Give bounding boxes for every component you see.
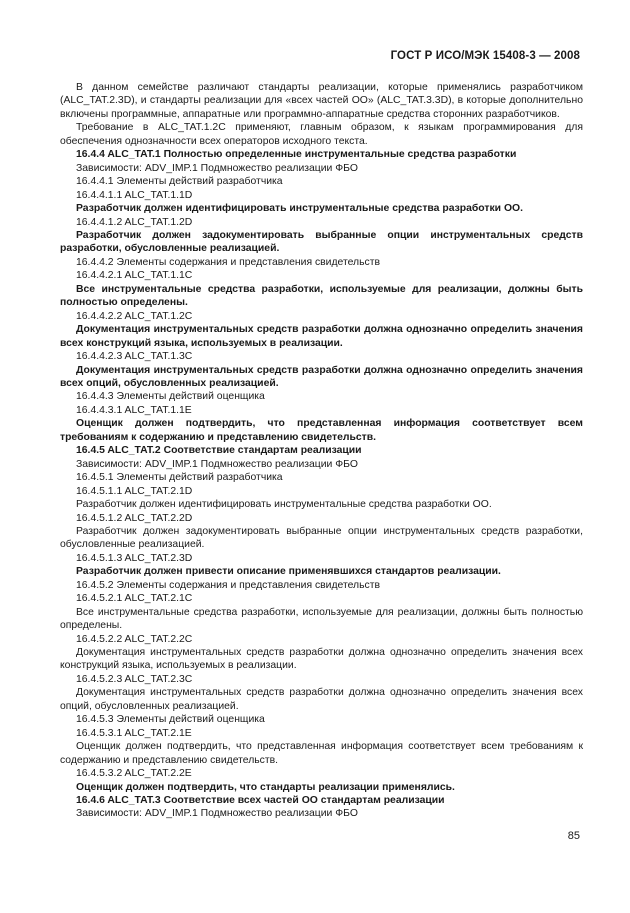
- document-header: ГОСТ Р ИСО/МЭК 15408-3 — 2008: [390, 50, 580, 62]
- paragraph: В данном семействе различают стандарты реализации, которые применялись разработчиком (ALC_TAT.2.3D), и стандарты реализации для «всех частей ОО» (ALC_TAT.3.3D), в которые дополнительно включены программные, аппаратные или программно-аппаратные средства сторонних разработчиков.: [60, 82, 583, 120]
- paragraph: 16.4.4.2.3 ALC_TAT.1.3C: [76, 351, 193, 363]
- paragraph: Все инструментальные средства разработки, используемые для реализации, должны быть полностью определены.: [60, 606, 583, 632]
- paragraph: Документация инструментальных средств разработки должна однозначно определить значения всех опций, обусловленных реализацией.: [60, 687, 583, 712]
- paragraph: Зависимости: ADV_IMP.1 Подмножество реализации ФБО: [76, 162, 358, 174]
- paragraph: Разработчик должен задокументировать выбранные опции инструментальных средств разработки, обусловленные реализацией.: [60, 525, 583, 551]
- paragraph: Документация инструментальных средств разработки должна однозначно определить значения всех конструкций языка, используемых в реализации.: [60, 647, 583, 672]
- paragraph: Оценщик должен подтвердить, что представленная информация соответствует всем требованиям к содержанию и представлению свидетельств.: [60, 741, 583, 766]
- paragraph: 16.4.5.3 Элементы действий оценщика: [76, 714, 265, 726]
- paragraph: 16.4.5.3.2 ALC_TAT.2.2E: [76, 768, 192, 780]
- paragraph: 16.4.4.2.2 ALC_TAT.1.2C: [76, 310, 193, 322]
- paragraph: 16.4.4.1.1 ALC_TAT.1.1D: [76, 189, 193, 201]
- page-number: 85: [567, 830, 580, 842]
- paragraph: 16.4.5.1 Элементы действий разработчика: [76, 472, 283, 484]
- paragraph: 16.4.5.1.1 ALC_TAT.2.1D: [76, 485, 193, 497]
- paragraph: 16.4.5.1.2 ALC_TAT.2.2D: [76, 512, 193, 524]
- paragraph: 16.4.5.2.2 ALC_TAT.2.2C: [76, 633, 193, 645]
- paragraph: Разработчик должен идентифицировать инструментальные средства разработки ОО.: [76, 499, 492, 511]
- paragraph: 16.4.4.1.2 ALC_TAT.1.2D: [76, 216, 193, 228]
- document-body: [60, 81, 583, 821]
- requirement-text: Все инструментальные средства разработки, используемые для реализации, должны быть полностью определены.: [60, 283, 583, 309]
- section-heading: 16.4.6 ALC_TAT.3 Соответствие всех частей ОО стандартам реализации: [76, 795, 445, 807]
- section-heading: 16.4.5 ALC_TAT.2 Соответствие стандартам реализации: [76, 445, 362, 457]
- requirement-text: Документация инструментальных средств разработки должна однозначно определить значения всех опций, обусловленных реализацией.: [60, 364, 583, 389]
- paragraph: 16.4.5.2.1 ALC_TAT.2.1C: [76, 593, 193, 605]
- paragraph: Зависимости: ADV_IMP.1 Подмножество реализации ФБО: [76, 458, 358, 470]
- requirement-text: Разработчик должен задокументировать выбранные опции инструментальных средств разработки, обусловленные реализацией.: [60, 229, 583, 255]
- paragraph: 16.4.4.1 Элементы действий разработчика: [76, 176, 283, 188]
- section-heading: 16.4.4 ALC_TAT.1 Полностью определенные инструментальные средства разработки: [76, 149, 517, 161]
- paragraph: 16.4.4.2 Элементы содержания и представления свидетельств: [76, 256, 380, 268]
- paragraph: 16.4.5.1.3 ALC_TAT.2.3D: [76, 552, 193, 564]
- paragraph: 16.4.4.2.1 ALC_TAT.1.1C: [76, 270, 193, 282]
- paragraph: 16.4.5.3.1 ALC_TAT.2.1E: [76, 727, 192, 739]
- paragraph: 16.4.5.2.3 ALC_TAT.2.3C: [76, 673, 193, 685]
- paragraph: 16.4.5.2 Элементы содержания и представления свидетельств: [76, 579, 380, 591]
- paragraph: Зависимости: ADV_IMP.1 Подмножество реализации ФБО: [76, 808, 358, 820]
- paragraph: Требование в ALC_TAT.1.2C применяют, главным образом, к языкам программирования для обеспечения однозначности всех операторов исходного текста.: [60, 122, 583, 147]
- requirement-text: Разработчик должен идентифицировать инструментальные средства разработки ОО.: [76, 203, 524, 215]
- paragraph: 16.4.4.3.1 ALC_TAT.1.1E: [76, 404, 192, 416]
- requirement-text: Оценщик должен подтвердить, что представленная информация соответствует всем требованиям к содержанию и представлению свидетельств.: [60, 418, 583, 443]
- paragraph: 16.4.4.3 Элементы действий оценщика: [76, 391, 265, 403]
- requirement-text: Разработчик должен привести описание применявшихся стандартов реализации.: [76, 566, 501, 578]
- requirement-text: Оценщик должен подтвердить, что стандарты реализации применялись.: [76, 781, 455, 793]
- requirement-text: Документация инструментальных средств разработки должна однозначно определить значения всех конструкций языка, используемых в реализации.: [60, 324, 583, 349]
